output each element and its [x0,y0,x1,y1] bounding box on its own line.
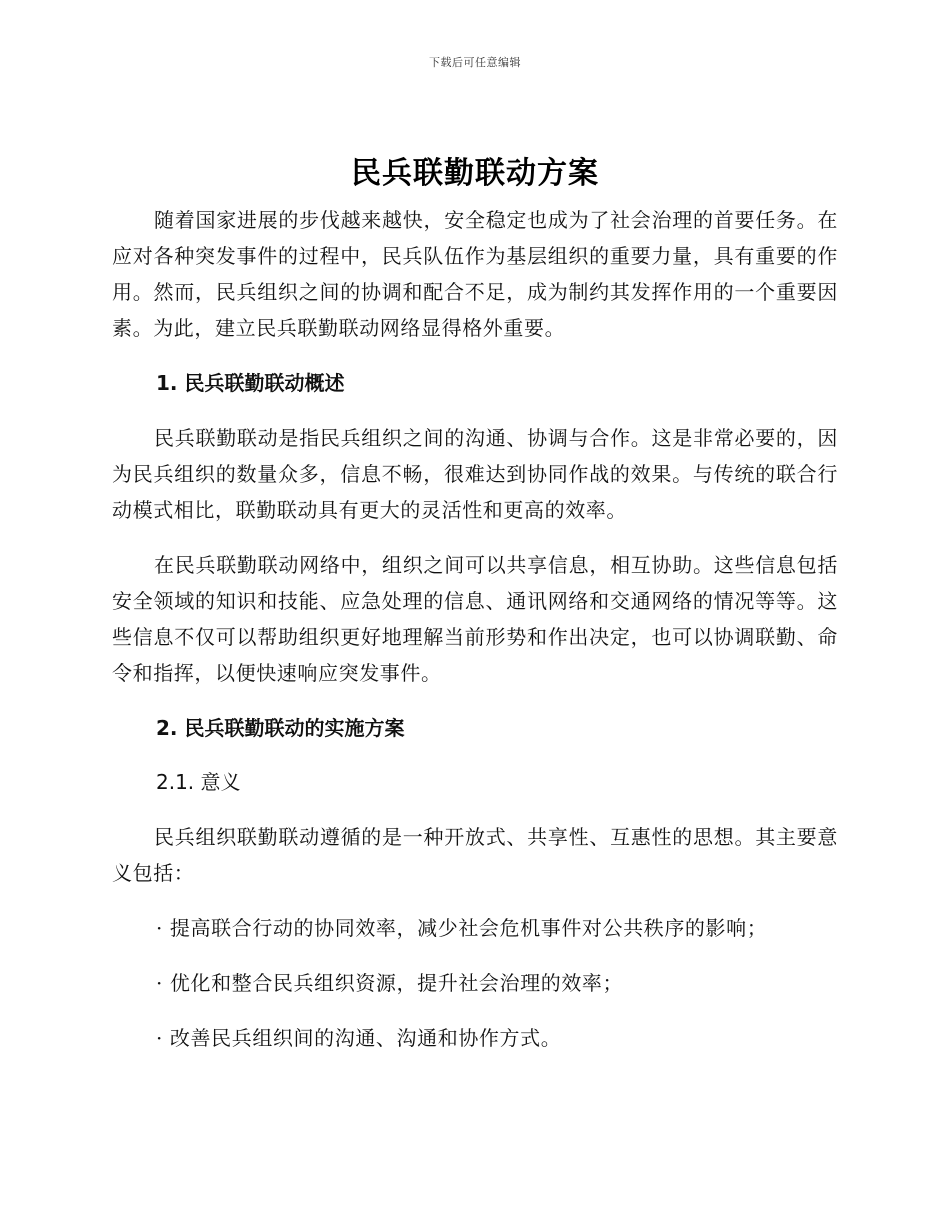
list-item: · 改善民兵组织间的沟通、沟通和协作方式。 [156,1026,562,1050]
section-2-1-paragraph: 民兵组织联勤联动遵循的是一种开放式、共享性、互惠性的思想。其主要意义包括： [112,825,838,885]
section-1-heading: 1. 民兵联勤联动概述 [156,371,345,395]
page-header-note: 下载后可任意编辑 [429,56,521,69]
section-1-paragraph-2: 在民兵联勤联动网络中，组织之间可以共享信息，相互协助。这些信息包括安全领域的知识和技能、应急处理的信息、通讯网络和交通网络的情况等等。这些信息不仅可以帮助组织更好地理解当前形势和作出决定，也可以协调联勤、命令和指挥，以便快速响应突发事件。 [112,553,838,685]
intro-paragraph: 随着国家进展的步伐越来越快，安全稳定也成为了社会治理的首要任务。在应对各种突发事件的过程中，民兵队伍作为基层组织的重要力量，具有重要的作用。然而，民兵组织之间的协调和配合不足，成为制约其发挥作用的一个重要因素。为此，建立民兵联勤联动网络显得格外重要。 [112,208,838,340]
section-2-heading: 2. 民兵联勤联动的实施方案 [156,716,405,740]
document-body [112,202,838,1056]
document-title: 民兵联勤联动方案 [351,156,599,191]
section-1-paragraph-1: 民兵联勤联动是指民兵组织之间的沟通、协调与合作。这是非常必要的，因为民兵组织的数量众多，信息不畅，很难达到协同作战的效果。与传统的联合行动模式相比，联勤联动具有更大的灵活性和更高的效率。 [112,426,838,522]
list-item: · 优化和整合民兵组织资源，提升社会治理的效率； [156,971,624,995]
list-item: · 提高联合行动的协同效率，减少社会危机事件对公共秩序的影响； [156,916,768,940]
section-2-1-heading: 2.1. 意义 [156,770,241,794]
